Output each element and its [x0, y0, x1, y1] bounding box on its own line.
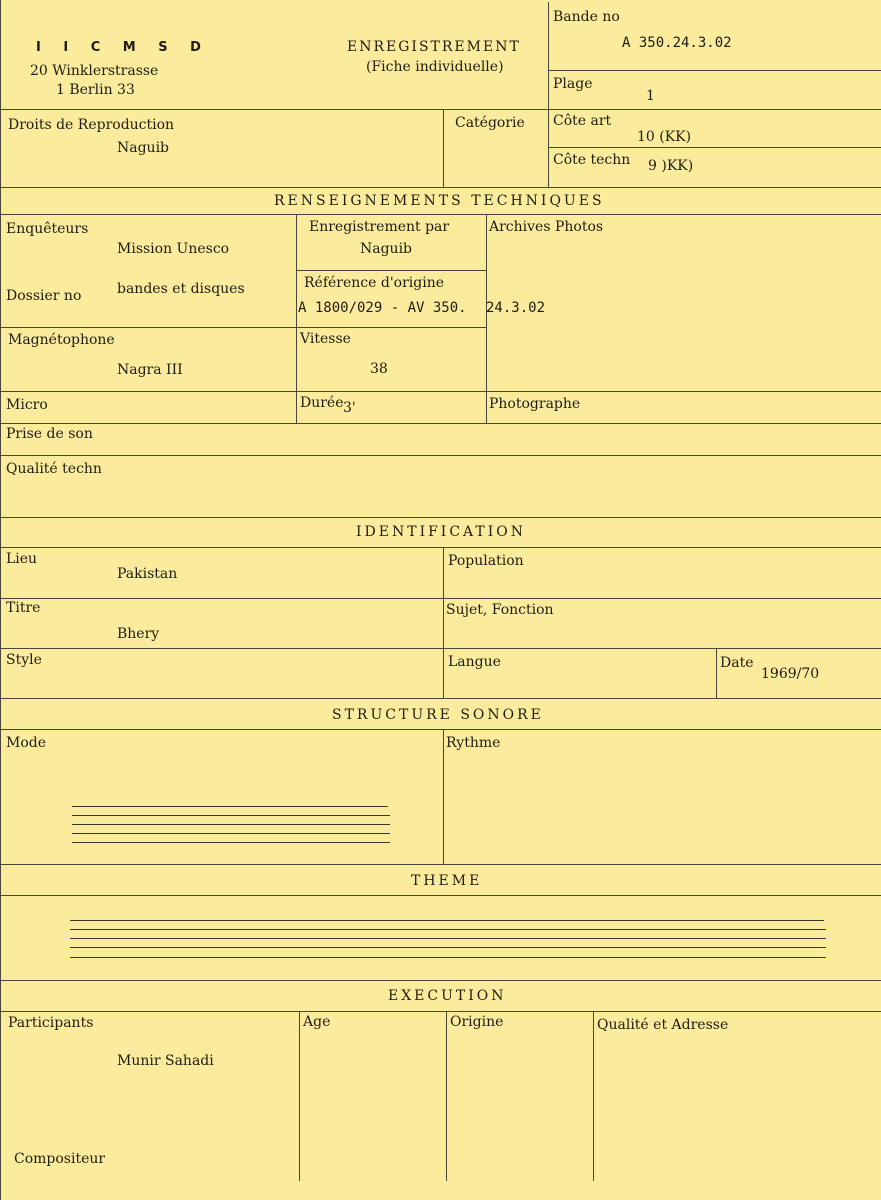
dossier-label: Dossier no	[6, 288, 82, 304]
rule	[0, 648, 881, 649]
reference-value-b: 24.3.02	[486, 300, 546, 316]
lieu-value: Pakistan	[117, 566, 178, 582]
date-value: 1969/70	[761, 666, 820, 682]
bande-value: A 350.24.3.02	[622, 35, 732, 51]
titre-label: Titre	[6, 600, 41, 616]
rule	[446, 1011, 447, 1181]
duree-value: 3'	[343, 400, 356, 416]
rule	[548, 147, 881, 148]
rule	[0, 327, 486, 328]
rule	[0, 547, 881, 548]
enqueteurs-value: Mission Unesco	[117, 241, 230, 257]
sujet-label: Sujet, Fonction	[446, 602, 554, 618]
doc-title: ENREGISTREMENT	[347, 39, 521, 55]
origine-label: Origine	[450, 1014, 504, 1030]
vitesse-label: Vitesse	[300, 331, 351, 347]
section-title-structure: STRUCTURE SONORE	[332, 707, 544, 723]
cote-techn-label: Côte techn	[553, 152, 631, 168]
rule	[0, 109, 881, 110]
rule	[0, 455, 881, 456]
droits-label: Droits de Reproduction	[8, 117, 175, 133]
prise-de-son-label: Prise de son	[6, 426, 93, 442]
rythme-label: Rythme	[446, 735, 501, 751]
plage-value: 1	[646, 88, 655, 104]
magnetophone-label: Magnétophone	[8, 332, 115, 348]
qualite-techn-label: Qualité techn	[6, 461, 102, 477]
rule	[443, 109, 444, 187]
style-label: Style	[6, 652, 42, 668]
cote-techn-value: 9 )KK)	[648, 158, 694, 174]
rule	[443, 729, 444, 864]
enqueteurs-label: Enquêteurs	[6, 221, 89, 237]
section-title-execution: EXECUTION	[388, 988, 507, 1004]
rule	[0, 864, 881, 865]
bande-label: Bande no	[553, 9, 620, 25]
dossier-value: bandes et disques	[117, 281, 245, 297]
rule	[0, 598, 881, 599]
lieu-label: Lieu	[6, 551, 38, 567]
participants-value: Munir Sahadi	[117, 1053, 214, 1069]
plage-label: Plage	[553, 76, 593, 92]
rule	[0, 391, 881, 392]
cote-art-value: 10 (KK)	[637, 129, 692, 145]
org-street: 20 Winklerstrasse	[30, 63, 159, 79]
rule	[0, 517, 881, 518]
card-left-edge	[0, 0, 1, 1200]
age-label: Age	[303, 1014, 331, 1030]
reference-value-a: A 1800/029 - AV 350.	[298, 300, 467, 316]
section-title-theme: THEME	[411, 873, 483, 889]
categorie-label: Catégorie	[455, 115, 525, 131]
rule	[0, 980, 881, 981]
reference-label: Référence d'origine	[304, 275, 445, 291]
micro-label: Micro	[6, 397, 48, 413]
vitesse-value: 38	[370, 361, 388, 377]
rule	[548, 2, 549, 187]
rule	[0, 187, 881, 188]
participants-label: Participants	[8, 1015, 94, 1031]
org-name: I I C M S D	[36, 40, 210, 55]
mode-label: Mode	[6, 735, 47, 751]
enregistrement-par-value: Naguib	[360, 241, 413, 257]
droits-value: Naguib	[117, 140, 170, 156]
rule	[0, 214, 881, 215]
rule	[299, 1011, 300, 1181]
doc-subtitle: (Fiche individuelle)	[366, 59, 504, 75]
magnetophone-value: Nagra III	[117, 362, 183, 378]
date-label: Date	[720, 655, 754, 671]
section-title-technique: RENSEIGNEMENTS TECHNIQUES	[274, 193, 605, 209]
titre-value: Bhery	[117, 626, 160, 642]
section-title-identification: IDENTIFICATION	[356, 524, 526, 540]
rule	[548, 70, 881, 71]
population-label: Population	[448, 553, 524, 569]
org-city: 1 Berlin 33	[56, 82, 135, 98]
rule	[0, 895, 881, 896]
photographe-label: Photographe	[489, 396, 581, 412]
qualite-adresse-label: Qualité et Adresse	[597, 1017, 729, 1033]
rule	[716, 648, 717, 698]
rule	[593, 1011, 594, 1181]
rule	[0, 423, 881, 424]
rule	[0, 729, 881, 730]
langue-label: Langue	[448, 654, 501, 670]
rule	[443, 547, 444, 698]
enregistrement-par-label: Enregistrement par	[309, 219, 450, 235]
compositeur-label: Compositeur	[14, 1151, 106, 1167]
duree-label: Durée	[300, 395, 344, 411]
rule	[296, 270, 486, 271]
cote-art-label: Côte art	[553, 113, 612, 129]
rule	[0, 698, 881, 699]
archives-photos-label: Archives Photos	[489, 219, 604, 235]
rule	[0, 1011, 881, 1012]
